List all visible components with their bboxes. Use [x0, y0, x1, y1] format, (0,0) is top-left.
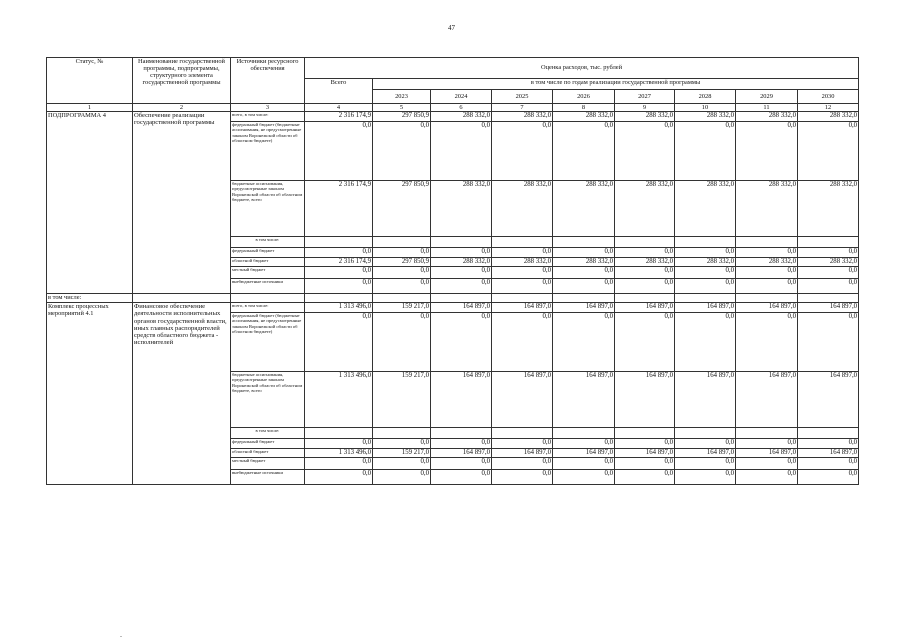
table-row [47, 112, 859, 122]
value-cell: 164 897,0 [736, 303, 798, 313]
source-label: федеральный бюджет (бюджетные ассигнования, не предусмотренные законом Воронежской области об областном бюджете) [231, 122, 305, 181]
value-cell: 288 332,0 [431, 181, 492, 237]
value-cell: 0,0 [615, 458, 675, 470]
value-cell: 0,0 [675, 470, 736, 485]
empty-cell [133, 294, 231, 303]
value-cell: 0,0 [492, 470, 553, 485]
value-cell: 0,0 [798, 279, 859, 294]
value-cell: 288 332,0 [431, 112, 492, 122]
source-label: всего, в том числе: [231, 112, 305, 122]
value-cell: 1 313 496,0 [305, 372, 373, 428]
column-number: 7 [492, 104, 553, 112]
value-cell: 0,0 [492, 279, 553, 294]
value-cell: 288 332,0 [675, 181, 736, 237]
including-row [47, 294, 859, 303]
value-cell: 0,0 [736, 267, 798, 279]
header-year: 2027 [615, 90, 675, 104]
page-number: 47 [448, 24, 455, 32]
value-cell: 0,0 [305, 122, 373, 181]
value-cell: 0,0 [305, 313, 373, 372]
value-cell: 288 332,0 [553, 258, 615, 267]
header-year: 2029 [736, 90, 798, 104]
value-cell: 0,0 [373, 248, 431, 258]
value-cell: 0,0 [431, 267, 492, 279]
value-cell: 0,0 [615, 470, 675, 485]
value-cell: 164 897,0 [431, 303, 492, 313]
value-cell: 297 850,9 [373, 112, 431, 122]
empty-cell [492, 294, 553, 303]
value-cell: 0,0 [492, 458, 553, 470]
value-cell: 164 897,0 [736, 449, 798, 458]
empty-cell [305, 237, 373, 248]
empty-cell [553, 237, 615, 248]
source-label: всего, в том числе: [231, 303, 305, 313]
value-cell: 288 332,0 [736, 258, 798, 267]
source-label: местный бюджет [231, 458, 305, 470]
empty-cell [431, 294, 492, 303]
value-cell: 0,0 [615, 248, 675, 258]
value-cell: 288 332,0 [615, 112, 675, 122]
value-cell: 288 332,0 [736, 181, 798, 237]
value-cell: 0,0 [305, 470, 373, 485]
value-cell: 0,0 [675, 122, 736, 181]
empty-cell [615, 294, 675, 303]
value-cell: 288 332,0 [798, 112, 859, 122]
empty-cell [615, 237, 675, 248]
value-cell: 159 217,0 [373, 372, 431, 428]
value-cell: 0,0 [615, 279, 675, 294]
source-label: бюджетные ассигнования, предусмотренные законом Воронежской области об областном бюджете, всего [231, 181, 305, 237]
value-cell: 0,0 [305, 458, 373, 470]
column-number: 3 [231, 104, 305, 112]
source-label: внебюджетные источники [231, 470, 305, 485]
empty-cell [736, 237, 798, 248]
value-cell: 288 332,0 [798, 258, 859, 267]
value-cell: 288 332,0 [798, 181, 859, 237]
empty-cell [305, 294, 373, 303]
value-cell: 164 897,0 [431, 372, 492, 428]
empty-cell [492, 237, 553, 248]
section-name: Обеспечение реализации государственной программы [133, 112, 231, 294]
column-number: 5 [373, 104, 431, 112]
value-cell: 164 897,0 [615, 449, 675, 458]
value-cell: 164 897,0 [615, 303, 675, 313]
value-cell: 288 332,0 [492, 112, 553, 122]
value-cell: 164 897,0 [553, 372, 615, 428]
value-cell: 164 897,0 [492, 449, 553, 458]
column-number: 12 [798, 104, 859, 112]
value-cell: 288 332,0 [615, 258, 675, 267]
value-cell: 0,0 [615, 439, 675, 449]
empty-cell [736, 294, 798, 303]
value-cell: 0,0 [553, 313, 615, 372]
value-cell: 288 332,0 [492, 181, 553, 237]
value-cell: 2 316 174,9 [305, 181, 373, 237]
column-number: 11 [736, 104, 798, 112]
value-cell: 2 316 174,9 [305, 258, 373, 267]
header-year: 2025 [492, 90, 553, 104]
value-cell: 164 897,0 [798, 372, 859, 428]
value-cell: 0,0 [553, 439, 615, 449]
value-cell: 0,0 [736, 458, 798, 470]
value-cell: 0,0 [431, 122, 492, 181]
value-cell: 0,0 [492, 248, 553, 258]
source-label: федеральный бюджет (бюджетные ассигнования, не предусмотренные законом Воронежской области об областном бюджете) [231, 313, 305, 372]
value-cell: 288 332,0 [553, 181, 615, 237]
value-cell: 0,0 [373, 279, 431, 294]
value-cell: 0,0 [431, 248, 492, 258]
empty-cell [675, 237, 736, 248]
empty-cell [798, 237, 859, 248]
column-number: 1 [47, 104, 133, 112]
value-cell: 0,0 [798, 122, 859, 181]
header-year: 2030 [798, 90, 859, 104]
value-cell: 0,0 [675, 279, 736, 294]
value-cell: 164 897,0 [431, 449, 492, 458]
value-cell: 0,0 [373, 122, 431, 181]
value-cell: 288 332,0 [431, 258, 492, 267]
value-cell: 0,0 [798, 458, 859, 470]
header-status: Статус, № [47, 58, 133, 104]
header-year: 2026 [553, 90, 615, 104]
header-year: 2024 [431, 90, 492, 104]
value-cell: 0,0 [373, 267, 431, 279]
header-year: 2028 [675, 90, 736, 104]
value-cell: 0,0 [492, 313, 553, 372]
column-number: 10 [675, 104, 736, 112]
value-cell: 159 217,0 [373, 449, 431, 458]
value-cell: 0,0 [675, 458, 736, 470]
value-cell: 0,0 [373, 470, 431, 485]
value-cell: 164 897,0 [615, 372, 675, 428]
header-name: Наименование государственной программы, подпрограммы, структурного элемента государственной программы [133, 58, 231, 104]
value-cell: 1 313 496,0 [305, 303, 373, 313]
value-cell: 0,0 [736, 248, 798, 258]
source-label: федеральный бюджет [231, 439, 305, 449]
empty-cell [798, 428, 859, 439]
empty-cell [553, 294, 615, 303]
value-cell: 288 332,0 [615, 181, 675, 237]
value-cell: 0,0 [736, 122, 798, 181]
value-cell: 0,0 [305, 248, 373, 258]
value-cell: 288 332,0 [675, 258, 736, 267]
column-number: 9 [615, 104, 675, 112]
section-name: Финансовое обеспечение деятельности исполнительных органов государственной власти, иных главных распорядителей средств областного бюджета - исполнителей [133, 303, 231, 485]
value-cell: 0,0 [553, 458, 615, 470]
empty-cell [373, 237, 431, 248]
column-number: 2 [133, 104, 231, 112]
value-cell: 164 897,0 [675, 372, 736, 428]
empty-cell [615, 428, 675, 439]
value-cell: 0,0 [553, 267, 615, 279]
empty-cell [553, 428, 615, 439]
value-cell: 0,0 [798, 470, 859, 485]
value-cell: 0,0 [736, 470, 798, 485]
empty-cell [798, 294, 859, 303]
column-number: 4 [305, 104, 373, 112]
header-year: 2023 [373, 90, 431, 104]
value-cell: 164 897,0 [675, 449, 736, 458]
value-cell: 164 897,0 [736, 372, 798, 428]
value-cell: 164 897,0 [798, 449, 859, 458]
value-cell: 0,0 [615, 313, 675, 372]
value-cell: 0,0 [431, 458, 492, 470]
value-cell: 0,0 [305, 267, 373, 279]
source-label: федеральный бюджет [231, 248, 305, 258]
value-cell: 1 313 496,0 [305, 449, 373, 458]
value-cell: 0,0 [373, 458, 431, 470]
value-cell: 0,0 [373, 313, 431, 372]
section-status: Комплекс процессных мероприятий 4.1 [47, 303, 133, 485]
value-cell: 0,0 [431, 470, 492, 485]
source-label: в том числе: [231, 428, 305, 439]
empty-cell [305, 428, 373, 439]
value-cell: 0,0 [553, 248, 615, 258]
empty-cell [736, 428, 798, 439]
value-cell: 288 332,0 [492, 258, 553, 267]
value-cell: 164 897,0 [798, 303, 859, 313]
value-cell: 0,0 [373, 439, 431, 449]
column-number: 6 [431, 104, 492, 112]
value-cell: 0,0 [798, 267, 859, 279]
source-label: в том числе: [231, 237, 305, 248]
value-cell: 0,0 [736, 439, 798, 449]
section-status: ПОДПРОГРАММА 4 [47, 112, 133, 294]
value-cell: 0,0 [305, 279, 373, 294]
empty-cell [373, 294, 431, 303]
value-cell: 288 332,0 [736, 112, 798, 122]
value-cell: 0,0 [615, 122, 675, 181]
header-estimate: Оценка расходов, тыс. рублей [305, 58, 859, 79]
value-cell: 0,0 [492, 439, 553, 449]
header-by-years: в том числе по годам реализации государственной программы [373, 79, 859, 90]
value-cell: 0,0 [305, 439, 373, 449]
scan-speck [120, 636, 122, 637]
table-row [47, 303, 859, 313]
value-cell: 0,0 [431, 439, 492, 449]
source-label: областной бюджет [231, 449, 305, 458]
header-total: Всего [305, 79, 373, 104]
empty-cell [431, 237, 492, 248]
source-label: внебюджетные источники [231, 279, 305, 294]
value-cell: 0,0 [736, 313, 798, 372]
budget-table [46, 57, 859, 485]
empty-cell [373, 428, 431, 439]
column-number: 8 [553, 104, 615, 112]
value-cell: 164 897,0 [675, 303, 736, 313]
empty-cell [675, 294, 736, 303]
value-cell: 0,0 [675, 248, 736, 258]
value-cell: 164 897,0 [492, 303, 553, 313]
value-cell: 0,0 [615, 267, 675, 279]
value-cell: 297 850,9 [373, 258, 431, 267]
value-cell: 297 850,9 [373, 181, 431, 237]
value-cell: 0,0 [798, 313, 859, 372]
value-cell: 288 332,0 [675, 112, 736, 122]
empty-cell [675, 428, 736, 439]
value-cell: 0,0 [553, 122, 615, 181]
value-cell: 0,0 [675, 313, 736, 372]
value-cell: 0,0 [553, 470, 615, 485]
value-cell: 164 897,0 [492, 372, 553, 428]
value-cell: 0,0 [798, 248, 859, 258]
empty-cell [431, 428, 492, 439]
header-sources: Источники ресурсного обеспечения [231, 58, 305, 104]
value-cell: 159 217,0 [373, 303, 431, 313]
value-cell: 0,0 [675, 439, 736, 449]
source-label: местный бюджет [231, 267, 305, 279]
including-label: в том числе: [47, 294, 133, 303]
value-cell: 0,0 [492, 122, 553, 181]
value-cell: 0,0 [431, 279, 492, 294]
value-cell: 288 332,0 [553, 112, 615, 122]
empty-cell [231, 294, 305, 303]
source-label: бюджетные ассигнования, предусмотренные законом Воронежской области об областном бюджете, всего [231, 372, 305, 428]
value-cell: 0,0 [798, 439, 859, 449]
value-cell: 164 897,0 [553, 303, 615, 313]
value-cell: 164 897,0 [553, 449, 615, 458]
value-cell: 0,0 [492, 267, 553, 279]
value-cell: 2 316 174,9 [305, 112, 373, 122]
value-cell: 0,0 [736, 279, 798, 294]
value-cell: 0,0 [675, 267, 736, 279]
value-cell: 0,0 [553, 279, 615, 294]
value-cell: 0,0 [431, 313, 492, 372]
empty-cell [492, 428, 553, 439]
source-label: областной бюджет [231, 258, 305, 267]
